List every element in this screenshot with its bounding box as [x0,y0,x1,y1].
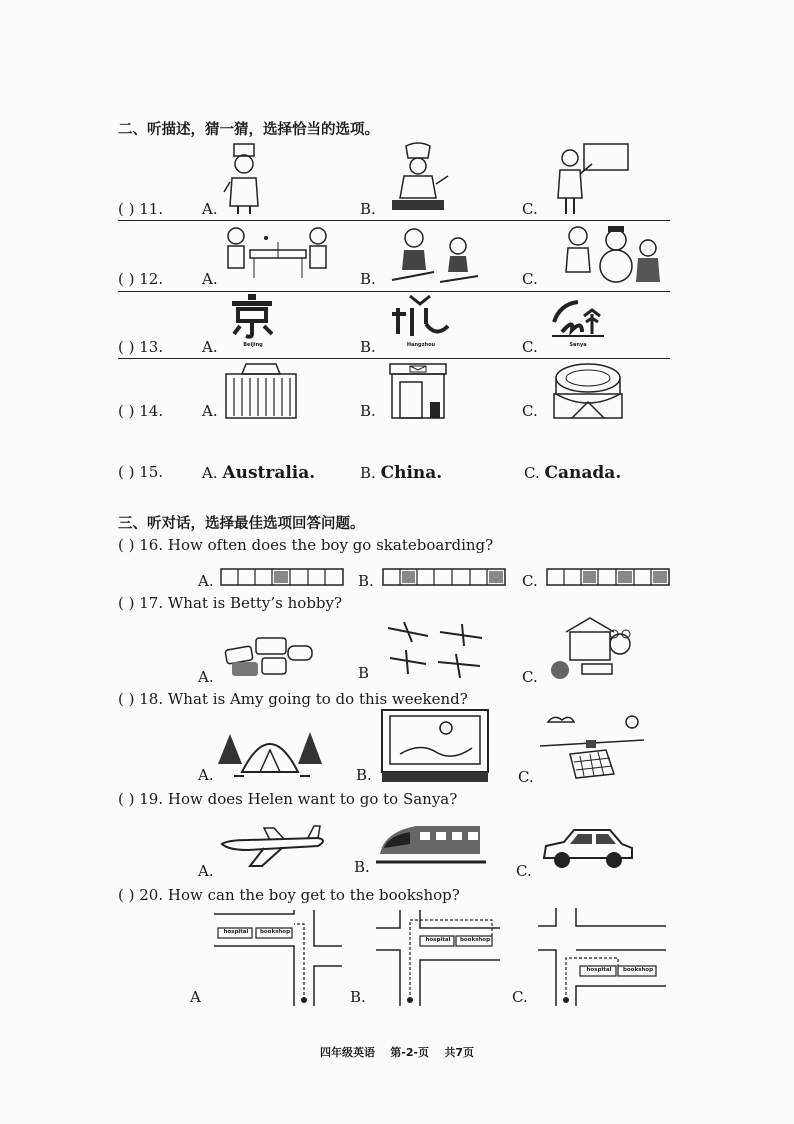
q12-option-a[interactable]: A. [202,270,218,288]
q16-option-c[interactable]: C. [522,572,538,590]
map-a-bookshop-text: bookshop [259,929,291,935]
question-19-text: How does Helen want to go to Sanya? [167,790,458,808]
toys-icon [548,614,638,682]
q13-option-a[interactable]: A. [202,338,218,356]
q15-option-b-prefix: B. [360,464,376,482]
map-b-hospital-text: hospital [425,937,451,943]
q14-option-c[interactable]: C. [522,402,538,420]
section3-title: 三、听对话，选择最佳选项回答问题。 [118,516,365,532]
hangzhou-caption: Hangzhou [406,342,436,348]
q17-option-b[interactable]: B [358,664,370,682]
divider [118,291,670,292]
car-icon [540,826,636,870]
question-16-label: ( ) 16. [118,536,164,554]
question-11-label: ( ) 11. [118,200,164,218]
question-20 [118,886,460,904]
question-18 [118,690,468,708]
q15-option-b-text: China. [380,463,443,483]
beijing-logo-icon [230,294,276,348]
q18-option-b[interactable]: B. [356,766,372,784]
week-calendar-c [546,568,670,586]
post-office-icon [386,362,450,420]
skiing-icon [386,226,482,286]
hangzhou-logo-icon [390,294,452,348]
map-a-hospital-text: hospital [223,929,249,935]
question-16 [118,536,493,554]
divider [118,220,670,221]
q18-option-c[interactable]: C. [518,768,534,786]
question-16-text: How often does the boy go skateboarding? [167,536,494,554]
q13-option-b[interactable]: B. [360,338,376,356]
picnic-icon [540,710,644,780]
q15-option-c-prefix: C. [524,464,540,482]
q20-option-c[interactable]: C. [512,988,528,1006]
camping-tent-icon [214,716,326,780]
map-b-bookshop-text: bookshop [459,937,491,943]
divider [118,358,670,359]
question-17-label: ( ) 17. [118,594,164,612]
q13-option-c[interactable]: C. [522,338,538,356]
stadium-icon [550,360,626,420]
q15-option-a-text: Australia. [222,463,316,483]
q19-option-a[interactable]: A. [198,862,214,880]
question-20-text: How can the boy get to the bookshop? [167,886,460,904]
cook-icon [386,142,450,216]
question-20-label: ( ) 20. [118,886,164,904]
q16-option-b[interactable]: B. [358,572,374,590]
question-13-label: ( ) 13. [118,338,164,356]
sanya-logo-icon [548,296,608,348]
question-18-text: What is Amy going to do this weekend? [167,690,468,708]
section2-title: 二、听描述，猜一猜，选择恰当的选项。 [118,122,379,138]
map-c-bookshop-text: bookshop [622,967,654,973]
beijing-caption: Beijing [243,342,263,348]
cinema-screen-icon [380,708,490,784]
question-17-text: What is Betty’s hobby? [167,594,343,612]
q18-option-a[interactable]: A. [198,766,214,784]
snowman-icon [560,222,664,288]
question-19-label: ( ) 19. [118,790,164,808]
shopping-mall-icon [222,362,300,420]
q14-option-a[interactable]: A. [202,402,218,420]
q12-option-b[interactable]: B. [360,270,376,288]
question-17 [118,594,342,612]
q15-option-b[interactable] [360,463,442,483]
q17-option-a[interactable]: A. [198,668,214,686]
page-footer: 四年级英语 第-2-页 共7页 [319,1046,475,1059]
erasers-icon [222,630,314,680]
q16-option-a[interactable]: A. [198,572,214,590]
route-map-b [376,910,500,1006]
question-18-label: ( ) 18. [118,690,164,708]
q15-option-c[interactable] [524,463,621,483]
q17-option-c[interactable]: C. [522,668,538,686]
map-c-hospital-text: hospital [586,967,612,973]
q14-option-b[interactable]: B. [360,402,376,420]
week-calendar-a [220,568,344,586]
q19-option-c[interactable]: C. [516,862,532,880]
q15-option-c-text: Canada. [544,463,622,483]
q20-option-b[interactable]: B. [350,988,366,1006]
plane-icon [218,822,330,870]
q11-option-c[interactable]: C. [522,200,538,218]
q19-option-b[interactable]: B. [354,858,370,876]
question-14-label: ( ) 14. [118,402,164,420]
q11-option-a[interactable]: A. [202,200,218,218]
q15-option-a[interactable] [202,463,315,483]
q20-option-a[interactable]: A [190,988,201,1006]
question-19 [118,790,457,808]
question-15-label: ( ) 15. [118,463,164,481]
q12-option-c[interactable]: C. [522,270,538,288]
table-tennis-icon [222,224,332,286]
doctor-icon [222,142,266,216]
week-calendar-b [382,568,506,586]
teacher-icon [556,142,632,216]
q15-option-a-prefix: A. [202,464,218,482]
train-icon [376,818,486,868]
model-planes-icon [384,618,488,682]
q11-option-b[interactable]: B. [360,200,376,218]
route-map-c [538,908,666,1006]
question-12-label: ( ) 12. [118,270,164,288]
sanya-caption: Sanya [569,342,587,348]
route-map-a [214,910,342,1006]
